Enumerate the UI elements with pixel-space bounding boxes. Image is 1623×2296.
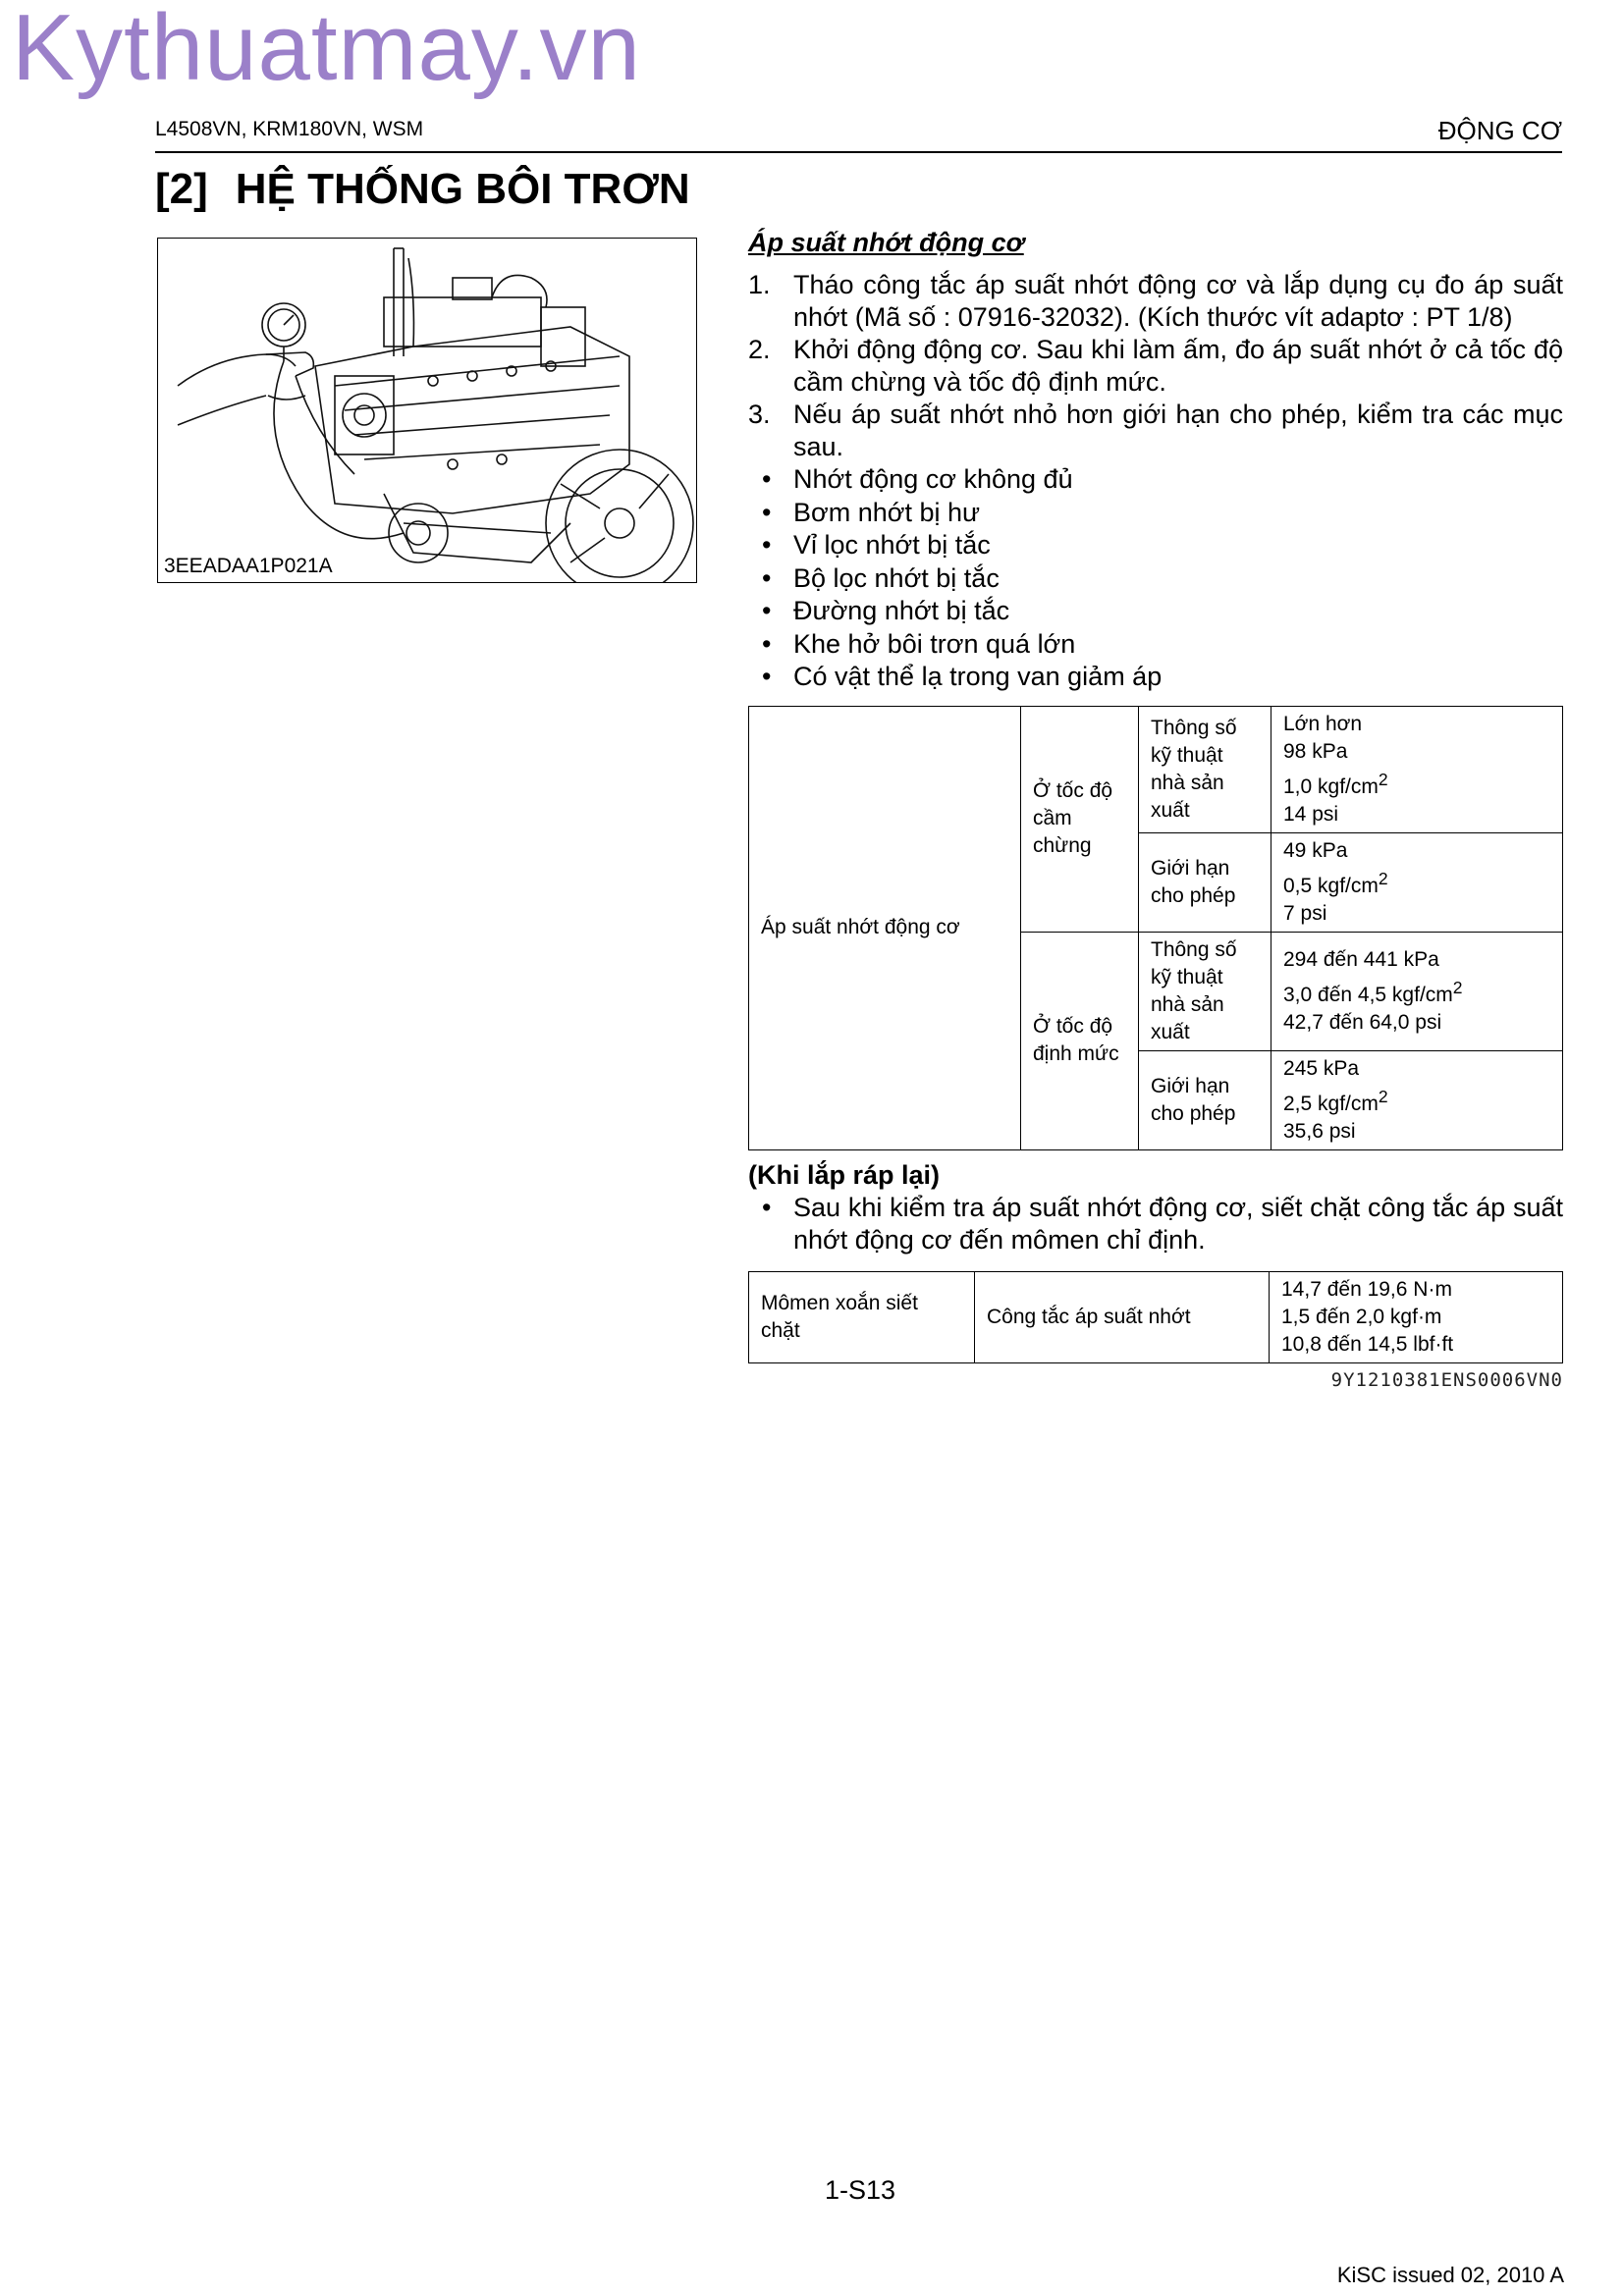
engine-figure — [157, 238, 697, 583]
torque-value-cell: 14,7 đến 19,6 N·m 1,5 đến 2,0 kgf·m 10,8 đến 14,5 lbf·ft — [1270, 1271, 1563, 1362]
idle-spec-value: Lớn hơn 98 kPa 1,0 kgf/$cm^2$ 14 psi — [1271, 706, 1563, 832]
list-item: • Khe hở bôi trơn quá lớn — [762, 628, 1076, 659]
idle-limit-label: Giới hạn cho phép — [1139, 832, 1271, 932]
torque-part-cell: Công tắc áp suất nhớt — [975, 1271, 1270, 1362]
list-item: • Nhớt động cơ không đủ — [762, 464, 1073, 494]
torque-label-cell: Mômen xoắn siết chặt — [749, 1271, 975, 1362]
list-item: • Bơm nhớt bị hư — [762, 497, 981, 527]
spec-item-cell: Áp suất nhớt động cơ — [749, 706, 1021, 1149]
list-item: • Vỉ lọc nhớt bị tắc — [762, 530, 991, 560]
subsection-title: Áp suất nhớt động cơ — [748, 228, 1024, 257]
reassembly-note: • Sau khi kiểm tra áp suất nhớt động cơ, siết chặt công tắc áp suất nhớt động cơ đến mômen chỉ định. — [762, 1192, 1563, 1255]
torque-table — [748, 1271, 1563, 1363]
rated-limit-value: 245 kPa 2,5 kgf/$cm^2$ 35,6 psi — [1271, 1050, 1563, 1149]
watermark: Kythuatmay.vn — [12, 0, 641, 100]
header-rule — [155, 151, 1562, 153]
step-2: 2. Khởi động động cơ. Sau khi làm ấm, đo áp suất nhớt ở cả tốc độ cầm chừng và tốc độ định mức. — [748, 335, 1563, 397]
header-chapter: ĐỘNG CƠ — [1437, 116, 1562, 145]
document-code: 9Y1210381ENS0006VN0 — [1330, 1368, 1563, 1391]
section-number: [2] — [155, 165, 208, 213]
procedure-steps — [748, 269, 1563, 463]
rated-limit-label: Giới hạn cho phép — [1139, 1050, 1271, 1149]
idle-limit-value: 49 kPa 0,5 kgf/$cm^2$ 7 psi — [1271, 832, 1563, 932]
idle-spec-label: Thông số kỹ thuật nhà sản xuất — [1139, 706, 1271, 832]
header-model: L4508VN, KRM180VN, WSM — [155, 118, 424, 140]
step-3: 3. Nếu áp suất nhớt nhỏ hơn giới hạn cho phép, kiểm tra các mục sau. — [748, 400, 1563, 461]
rated-spec-label: Thông số kỹ thuật nhà sản xuất — [1139, 932, 1271, 1050]
step-1: 1. Tháo công tắc áp suất nhớt động cơ và lắp dụng cụ đo áp suất nhớt (Mã số : 07916-32032). (Kích thước vít adaptơ : PT 1/8) — [748, 270, 1563, 332]
idle-label-cell: Ở tốc độ cầm chừng — [1021, 706, 1139, 932]
page-number: 1-S13 — [825, 2175, 896, 2205]
table-row — [749, 706, 1563, 832]
engine-oil-pressure-gauge-illustration — [158, 239, 697, 583]
table-row — [749, 1271, 1563, 1362]
right-column — [748, 226, 1563, 1391]
reassembly-title: (Khi lắp ráp lại) — [748, 1159, 941, 1190]
check-list — [748, 463, 1563, 694]
section-title-text: HỆ THỐNG BÔI TRƠN — [235, 165, 690, 213]
rated-spec-value: 294 đến 441 kPa 3,0 đến 4,5 kgf/$cm^2$ 42,7 đến 64,0 psi — [1271, 932, 1563, 1050]
section-title — [155, 165, 690, 214]
rated-label-cell: Ở tốc độ định mức — [1021, 932, 1139, 1149]
issued-note: KiSC issued 02, 2010 A — [1336, 2263, 1564, 2287]
oil-pressure-spec-table — [748, 706, 1563, 1150]
list-item: • Đường nhớt bị tắc — [762, 596, 1010, 625]
list-item: • Bộ lọc nhớt bị tắc — [762, 562, 1000, 593]
figure-caption: 3EEADAA1P021A — [164, 555, 333, 577]
list-item: • Có vật thể lạ trong van giảm áp — [762, 662, 1163, 691]
